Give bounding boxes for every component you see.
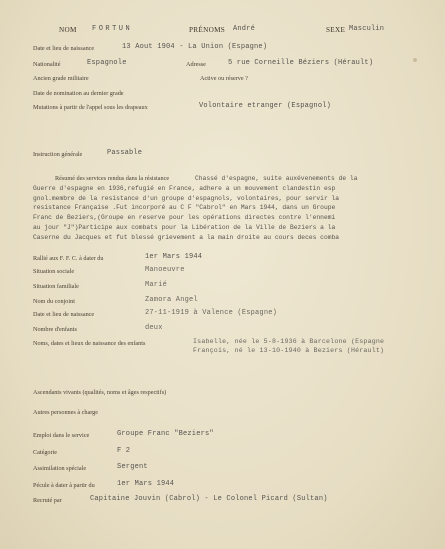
conjoint-naissance-value: 27-11-1919 à Valence (Espagne) (145, 309, 278, 317)
ascendants-label: Ascendants vivants (qualités, noms et âges respectifs) (33, 389, 167, 396)
recrute-value: Capitaine Jouvin (Cabrol) - Le Colonel Picard (Sultan) (90, 495, 328, 503)
nomination-label: Date de nomination au dernier grade (33, 90, 124, 97)
situation-familiale-label: Situation familiale (33, 283, 79, 290)
prenoms-value: André (233, 25, 256, 33)
mutations-value: Volontaire etranger (Espagnol) (199, 102, 332, 110)
naissance-value: 13 Aout 1904 - La Union (Espagne) (122, 43, 268, 51)
nationalite-value: Espagnole (87, 59, 127, 67)
enfants-line-1: Isabelle, née le 5-8-1936 à Barcelone (Espagne (193, 338, 385, 345)
prenoms-label: PRÉNOMS (189, 26, 226, 34)
ralliement-label: Rallié aux F. F. C. à dater du (33, 255, 104, 262)
situation-sociale-label: Situation sociale (33, 268, 75, 275)
pecule-value: 1er Mars 1944 (117, 480, 175, 488)
emploi-label: Emploi dans le service (33, 432, 90, 439)
conjoint-naissance-label: Date et lieu de naissance (33, 311, 95, 318)
categorie-label: Catégorie (33, 449, 58, 456)
adresse-value: 5 rue Corneille Béziers (Hérault) (228, 59, 374, 67)
enfants-nombre-label: Nombre d'enfants (33, 326, 77, 333)
conjoint-value: Zamora Angel (145, 296, 198, 304)
sexe-value: Masculin (349, 25, 385, 33)
enfants-nombre-value: deux (145, 324, 163, 332)
active-reserve-label: Active ou réserve ? (200, 75, 248, 82)
resume-line: Caserne du Jacques et fut blessé grievement a la main droite au cours deces comba (33, 233, 340, 241)
adresse-label: Adresse (186, 61, 206, 68)
enfants-line-2: François, né le 13-10-1940 à Beziers (Hérault) (193, 347, 385, 354)
recrute-label: Recruté par (33, 497, 62, 504)
categorie-value: F 2 (117, 447, 131, 455)
resume-line: Guerre d'espagne en 1936,refugié en France, adhere a un mouvement clandestin esp (33, 184, 336, 192)
nom-value: FORTUN (92, 25, 133, 33)
situation-familiale-value: Marié (145, 281, 168, 289)
resume-text (33, 174, 428, 243)
punch-hole-mark (413, 58, 417, 62)
resume-line: resistance Française .Fut incorporé au C F "Cabrol" en Mars 1944, dans un Groupe (33, 204, 336, 212)
instruction-label: Instruction générale (33, 151, 83, 158)
instruction-value: Passable (107, 149, 143, 157)
emploi-value: Groupe Franc "Beziers" (117, 430, 214, 438)
nom-label: NOM (59, 26, 77, 34)
assimilation-value: Sergent (117, 463, 148, 471)
naissance-label: Date et lieu de naissance (33, 45, 95, 52)
autres-label: Autres personnes à charge (33, 409, 99, 416)
sexe-label: SEXE (326, 26, 346, 34)
conjoint-label: Nom du conjoint (33, 298, 75, 305)
mutations-label: Mutations à partir de l'appel sous les drapeaux (33, 104, 148, 111)
nationalite-label: Nationalité (33, 61, 61, 68)
resume-line: Chassé d'espagne, suite auxévenements de la (195, 175, 358, 182)
ancien-grade-label: Ancien grade militaire (33, 75, 89, 82)
situation-sociale-value: Manoeuvre (145, 266, 185, 274)
ralliement-value: 1er Mars 1944 (145, 253, 203, 261)
assimilation-label: Assimilation spéciale (33, 465, 87, 472)
resume-line: Franc de Beziers,(Groupe en reserve pour les opérations directes contre l'ennemi (33, 214, 336, 222)
enfants-label: Noms, dates et lieux de naissance des enfants (33, 340, 146, 347)
pecule-label: Pécule à dater à partir du (33, 482, 95, 489)
resume-label: Résumé des services rendus dans la résistance (55, 175, 170, 182)
resume-line: au jour "J")Participe aux combats pour la Libération de la Ville de Beziers a la (33, 223, 336, 231)
resume-line: gnol.membre de la resistance d'un groupe d'espagnols, volontaires, pour servir la (33, 194, 340, 202)
